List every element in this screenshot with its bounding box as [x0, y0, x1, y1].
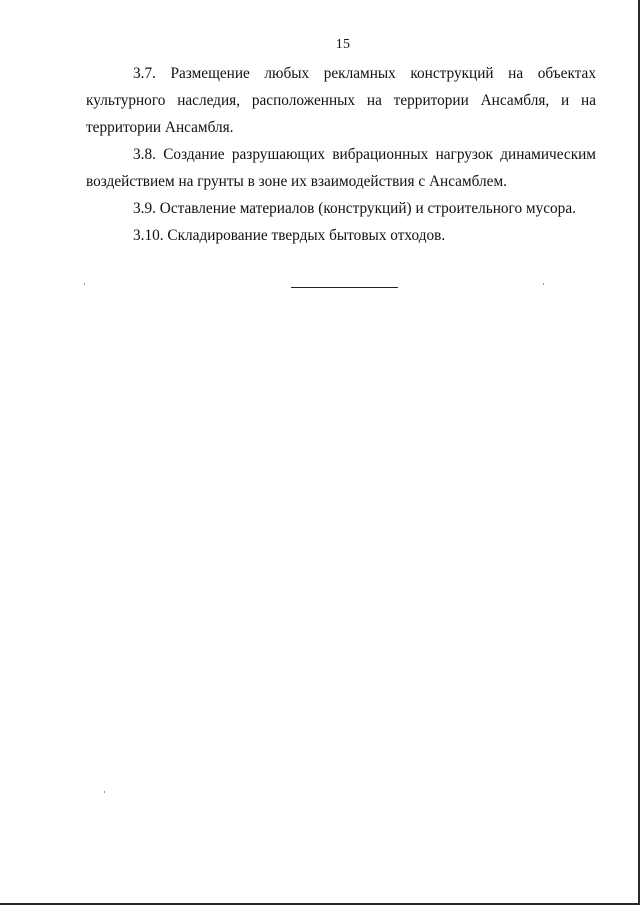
document-body: [86, 60, 596, 249]
scan-artifact: [543, 283, 544, 285]
end-separator-line: [291, 287, 398, 288]
paragraph-3-8: 3.8. Создание разрушающих вибрационных нагрузок динамическим воздействием на грунты в зоне их взаимодействия с Ансамблем.: [86, 146, 596, 190]
scan-artifact: [104, 791, 105, 793]
paragraph-3-7: 3.7. Размещение любых рекламных конструкций на объектах культурного наследия, расположенных на территории Ансамбля, и на территории Ансамбля.: [86, 65, 596, 136]
paragraph-3-10: 3.10. Складирование твердых бытовых отходов.: [133, 227, 446, 244]
scan-artifact: [84, 283, 85, 285]
paragraph-3-9: 3.9. Оставление материалов (конструкций) и строительного мусора.: [133, 200, 576, 217]
page-number: 15: [335, 37, 351, 52]
